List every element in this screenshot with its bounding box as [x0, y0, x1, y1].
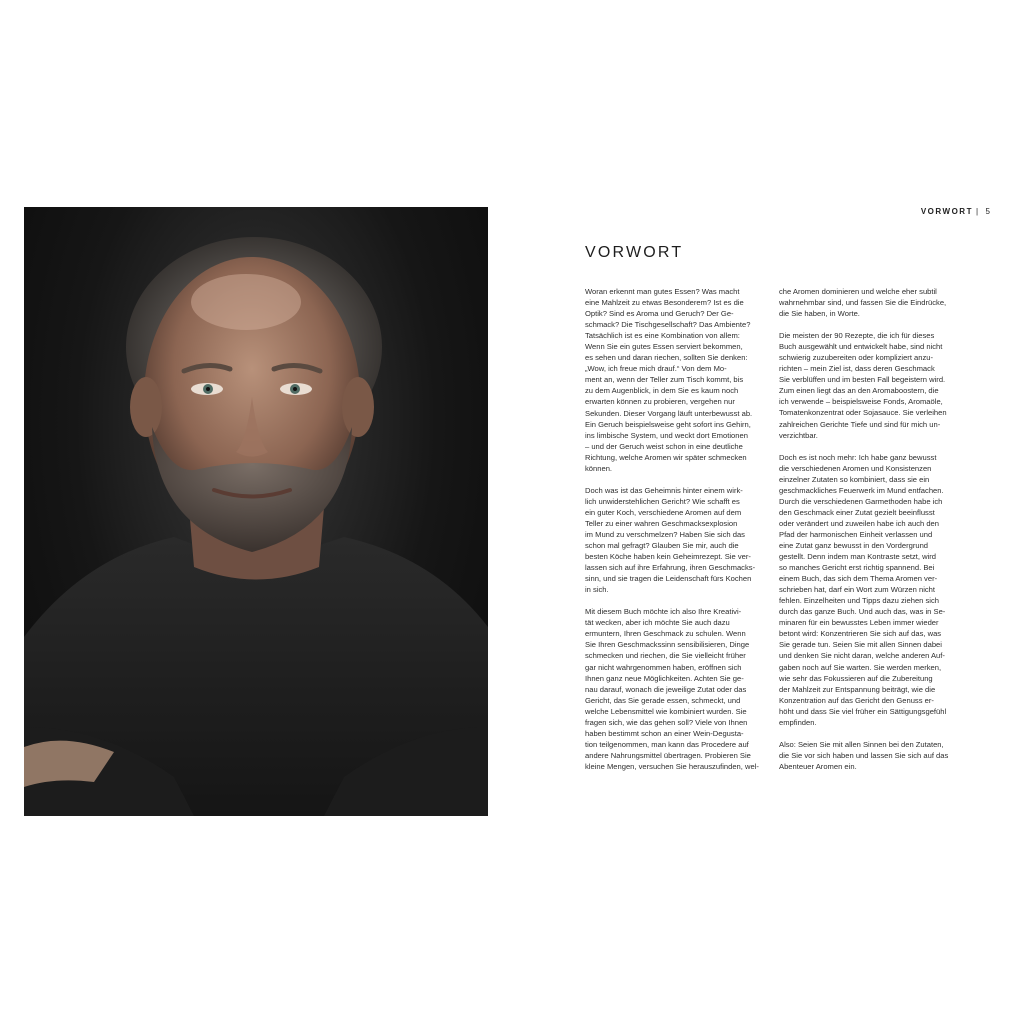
running-head-separator: | — [975, 207, 980, 216]
text-column-right — [779, 286, 959, 783]
paragraph: Mit diesem Buch möchte ich also Ihre Kreativi- tät wecken, aber ich möchte Sie auch dazu ermuntern, Ihren Geschmack zu schulen. Wenn Sie Ihren Geschmackssinn sensibilisieren, Dinge schmecken und riechen, die Sie vielleicht früher gar nicht wahrgenommen haben, eröffnen sich Ihnen ganz neue Möglichkeiten. Achten Sie ge- nau darauf, wonach die jeweilige Zutat oder das Gericht, das Sie gerade essen, schmeckt, und welche Lebensmittel wie kombiniert wurden. Sie fragen sich, wie das gehen soll? Viele von Ihnen haben bestimmt schon an einer Wein-Degusta- tion teilgenommen, man kann das Procedere auf andere Nahrungsmittel übertragen. Probieren Sie kleine Mengen, versuchen Sie herauszufinden, wel- — [585, 607, 759, 771]
paragraph: Doch es ist noch mehr: Ich habe ganz bewusst die verschiedenen Aromen und Konsistenzen einzelner Zutaten so kombiniert, dass sie ein geschmackliches Feuerwerk im Mund entfachen. Durch die verschiedenen Garmethoden habe ich den Geschmack einer Zutat gezielt beeinflusst oder verändert und zuweilen habe ich auch den Pfad der harmonischen Einheit verlassen und eine Zutat ganz bewusst in den Vordergrund gestellt. Denn indem man Kontraste setzt, wird so manches Gericht erst richtig spannend. Bei einem Buch, das sich dem Thema Aromen ver- schrieben hat, darf ein Wort zum Würzen nicht fehlen. Einzelheiten und Tipps dazu ziehen sich durch das ganze Buch. Und auch das, was in Se- minaren für ein bewusstes Leben immer wieder betont wird: Konzentrieren Sie sich auf das, was Sie gerade tun. Seien Sie mit allen Sinnen dabei und denken Sie nicht daran, welche anderen Auf- gaben noch auf Sie warten. Sie werden merken, wie sehr das Fokussieren auf die Zubereitung der Mahlzeit zur Entspannung beiträgt, wie die Konzentration auf das Gericht den Genuss er- höht und dass Sie viel früher ein Sättigungsgefühl empfinden. — [779, 452, 947, 727]
running-head — [921, 207, 990, 216]
author-portrait-photo — [24, 207, 488, 816]
paragraph: Woran erkennt man gutes Essen? Was macht eine Mahlzeit zu etwas Besonderem? Ist es die Optik? Sind es Aroma und Geruch? Der Ge- schmack? Die Tischgesellschaft? Das Ambiente? Tatsächlich ist es eine Kombination von allem: Wenn Sie ein gutes Essen serviert bekommen, es sehen und daran riechen, sollten Sie denken: „Wow, ich freue mich drauf.“ Von dem Mo- ment an, wenn der Teller zum Tisch kommt, bis zu dem Augenblick, in dem Sie es kaum noch erwarten können zu probieren, vergehen nur Sekunden. Dieser Vorgang läuft unterbewusst ab. Ein Geruch beispielsweise geht sofort ins Gehirn, ins limbische System, und weckt dort Emotionen – und der Geruch weist schon in eine deutliche Richtung, welche Aromen wir später schmecken können. — [585, 287, 753, 473]
paragraph: Also: Seien Sie mit allen Sinnen bei den Zutaten, die Sie vor sich haben und lassen Sie sich auf das Abenteuer Aromen ein. — [779, 739, 949, 771]
paragraph: che Aromen dominieren und welche eher subtil wahrnehmbar sind, und fassen Sie die Eindrücke, die Sie haben, in Worte. — [779, 287, 947, 319]
chapter-heading: VORWORT — [585, 244, 684, 261]
paragraph: Die meisten der 90 Rezepte, die ich für dieses Buch ausgewählt und entwickelt habe, sind nicht schwierig zuzubereiten oder kompliziert anzu- richten – mein Ziel ist, dass deren Geschmack Sie verblüffen und im besten Fall begeistern wird. Zum einen liegt das an den Aromaboostern, die ich verwende – beispielsweise Fonds, Aromaöle, Tomatenkonzentrat oder Sojasauce. Sie verleihen zahlreichen Gerichte Tiefe und sind für mich un- verzichtbar. — [779, 331, 947, 440]
running-head-title: VORWORT — [920, 207, 973, 216]
portrait-illustration — [24, 207, 488, 816]
text-column-left — [585, 286, 765, 783]
paragraph: Doch was ist das Geheimnis hinter einem wirk- lich unwiderstehlichen Gericht? Wie schafft es ein guter Koch, verschiedene Aromen auf dem Teller zu einer wahren Geschmacksexplosion im Mund zu verschmelzen? Haben Sie sich das schon mal gefragt? Glauben Sie mir, auch die besten Köche haben kein Geheimrezept. Sie ver- lassen sich auf ihre Erfahrung, ihren Geschmacks- sinn, und sie tragen die Leidenschaft fürs Kochen in sich. — [585, 485, 756, 595]
page-number: 5 — [985, 207, 990, 216]
